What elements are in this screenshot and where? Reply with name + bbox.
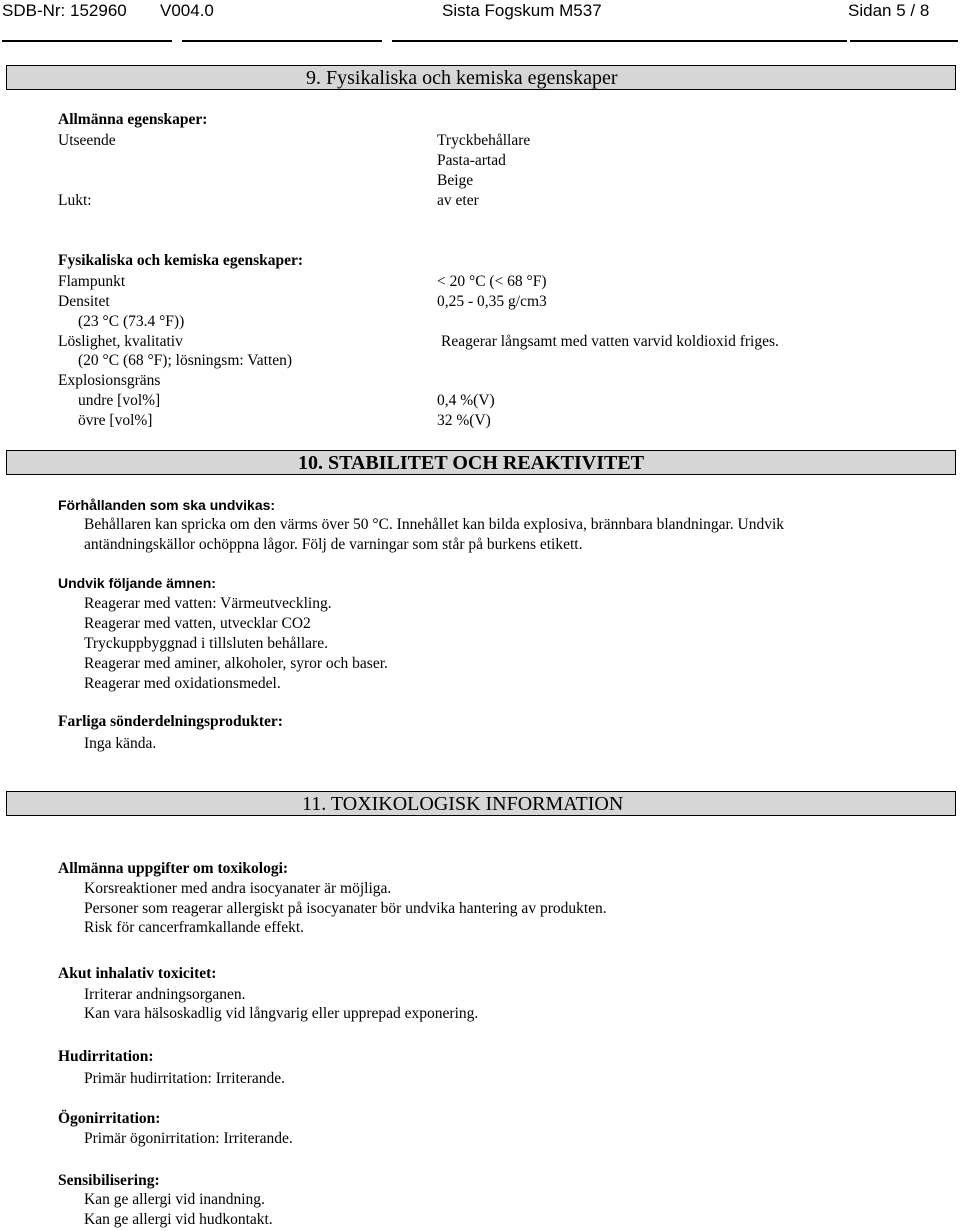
odor-label: Lukt:	[58, 192, 92, 209]
avoid-conditions-heading: Förhållanden som ska undvikas:	[58, 497, 276, 513]
inhalation-line: Irriterar andningsorganen.	[84, 986, 246, 1003]
toxicology-general-line: Personer som reagerar allergiskt på isocyanater bör undvika hantering av produkten.	[84, 900, 607, 917]
section-9-title: 9. Fysikaliska och kemiska egenskaper	[306, 67, 618, 89]
header-rule	[392, 40, 847, 42]
solubility-label: Löslighet, kvalitativ	[58, 333, 183, 350]
avoid-conditions-line: antändningskällor ochöppna lågor. Följ de varningar som står på burkens etikett.	[84, 536, 583, 553]
solubility-value: Reagerar långsamt med vatten varvid koldioxid friges.	[441, 333, 779, 350]
sensitization-line: Kan ge allergi vid hudkontakt.	[84, 1211, 273, 1228]
header-rule	[182, 40, 382, 42]
skin-irritation-value: Primär hudirritation: Irriterande.	[84, 1070, 286, 1087]
toxicology-general-line: Risk för cancerframkallande effekt.	[84, 919, 305, 936]
eye-irritation-value: Primär ögonirritation: Irriterande.	[84, 1130, 293, 1147]
sensitization-heading: Sensibilisering:	[58, 1172, 160, 1189]
appearance-value: Pasta-artad	[437, 152, 506, 169]
version: V004.0	[160, 1, 214, 20]
page-number: Sidan 5 / 8	[848, 1, 930, 20]
header-rule	[2, 40, 172, 42]
appearance-value: Tryckbehållare	[437, 132, 531, 149]
flash-point-label: Flampunkt	[58, 273, 126, 290]
lower-limit-value: 0,4 %(V)	[437, 392, 495, 409]
appearance-value: Beige	[437, 172, 474, 189]
inhalation-heading: Akut inhalativ toxicitet:	[58, 965, 217, 982]
section-10-title: 10. STABILITET OCH REAKTIVITET	[298, 452, 645, 474]
general-properties-heading: Allmänna egenskaper:	[58, 111, 208, 128]
product-name: Sista Fogskum M537	[442, 1, 602, 20]
flash-point-value: < 20 °C (< 68 °F)	[437, 273, 547, 290]
avoid-substances-line: Tryckuppbyggnad i tillsluten behållare.	[84, 635, 328, 652]
avoid-substances-line: Reagerar med aminer, alkoholer, syror och baser.	[84, 655, 388, 672]
density-label: Densitet	[58, 293, 110, 310]
avoid-substances-heading: Undvik följande ämnen:	[58, 575, 216, 591]
inhalation-line: Kan vara hälsoskadlig vid långvarig eller upprepad exponering.	[84, 1005, 479, 1022]
solubility-condition: (20 °C (68 °F); lösningsm: Vatten)	[78, 352, 293, 369]
header-rule	[850, 40, 958, 42]
density-condition: (23 °C (73.4 °F))	[78, 313, 185, 330]
upper-limit-label: övre [vol%]	[78, 412, 153, 429]
physchem-heading: Fysikaliska och kemiska egenskaper:	[58, 252, 304, 269]
avoid-substances-line: Reagerar med vatten: Värmeutveckling.	[84, 595, 332, 612]
odor-value: av eter	[437, 192, 479, 209]
toxicology-general-heading: Allmänna uppgifter om toxikologi:	[58, 860, 289, 877]
avoid-substances-line: Reagerar med vatten, utvecklar CO2	[84, 615, 311, 632]
avoid-substances-line: Reagerar med oxidationsmedel.	[84, 675, 281, 692]
toxicology-general-line: Korsreaktioner med andra isocyanater är möjliga.	[84, 880, 392, 897]
density-value: 0,25 - 0,35 g/cm3	[437, 293, 547, 310]
eye-irritation-heading: Ögonirritation:	[58, 1110, 161, 1127]
appearance-label: Utseende	[58, 132, 116, 149]
lower-limit-label: undre [vol%]	[78, 392, 161, 409]
skin-irritation-heading: Hudirritation:	[58, 1048, 154, 1065]
section-11-title: 11. TOXIKOLOGISK INFORMATION	[302, 793, 624, 815]
upper-limit-value: 32 %(V)	[437, 412, 491, 429]
decomposition-heading: Farliga sönderdelningsprodukter:	[58, 713, 283, 730]
sdb-number: SDB-Nr: 152960	[2, 1, 127, 20]
decomposition-value: Inga kända.	[84, 735, 157, 752]
avoid-conditions-line: Behållaren kan spricka om den värms över 50 °C. Innehållet kan bilda explosiva, brännbara blandningar. Undvik	[84, 516, 785, 533]
explosion-limits-label: Explosionsgräns	[58, 372, 161, 389]
sensitization-line: Kan ge allergi vid inandning.	[84, 1191, 265, 1208]
